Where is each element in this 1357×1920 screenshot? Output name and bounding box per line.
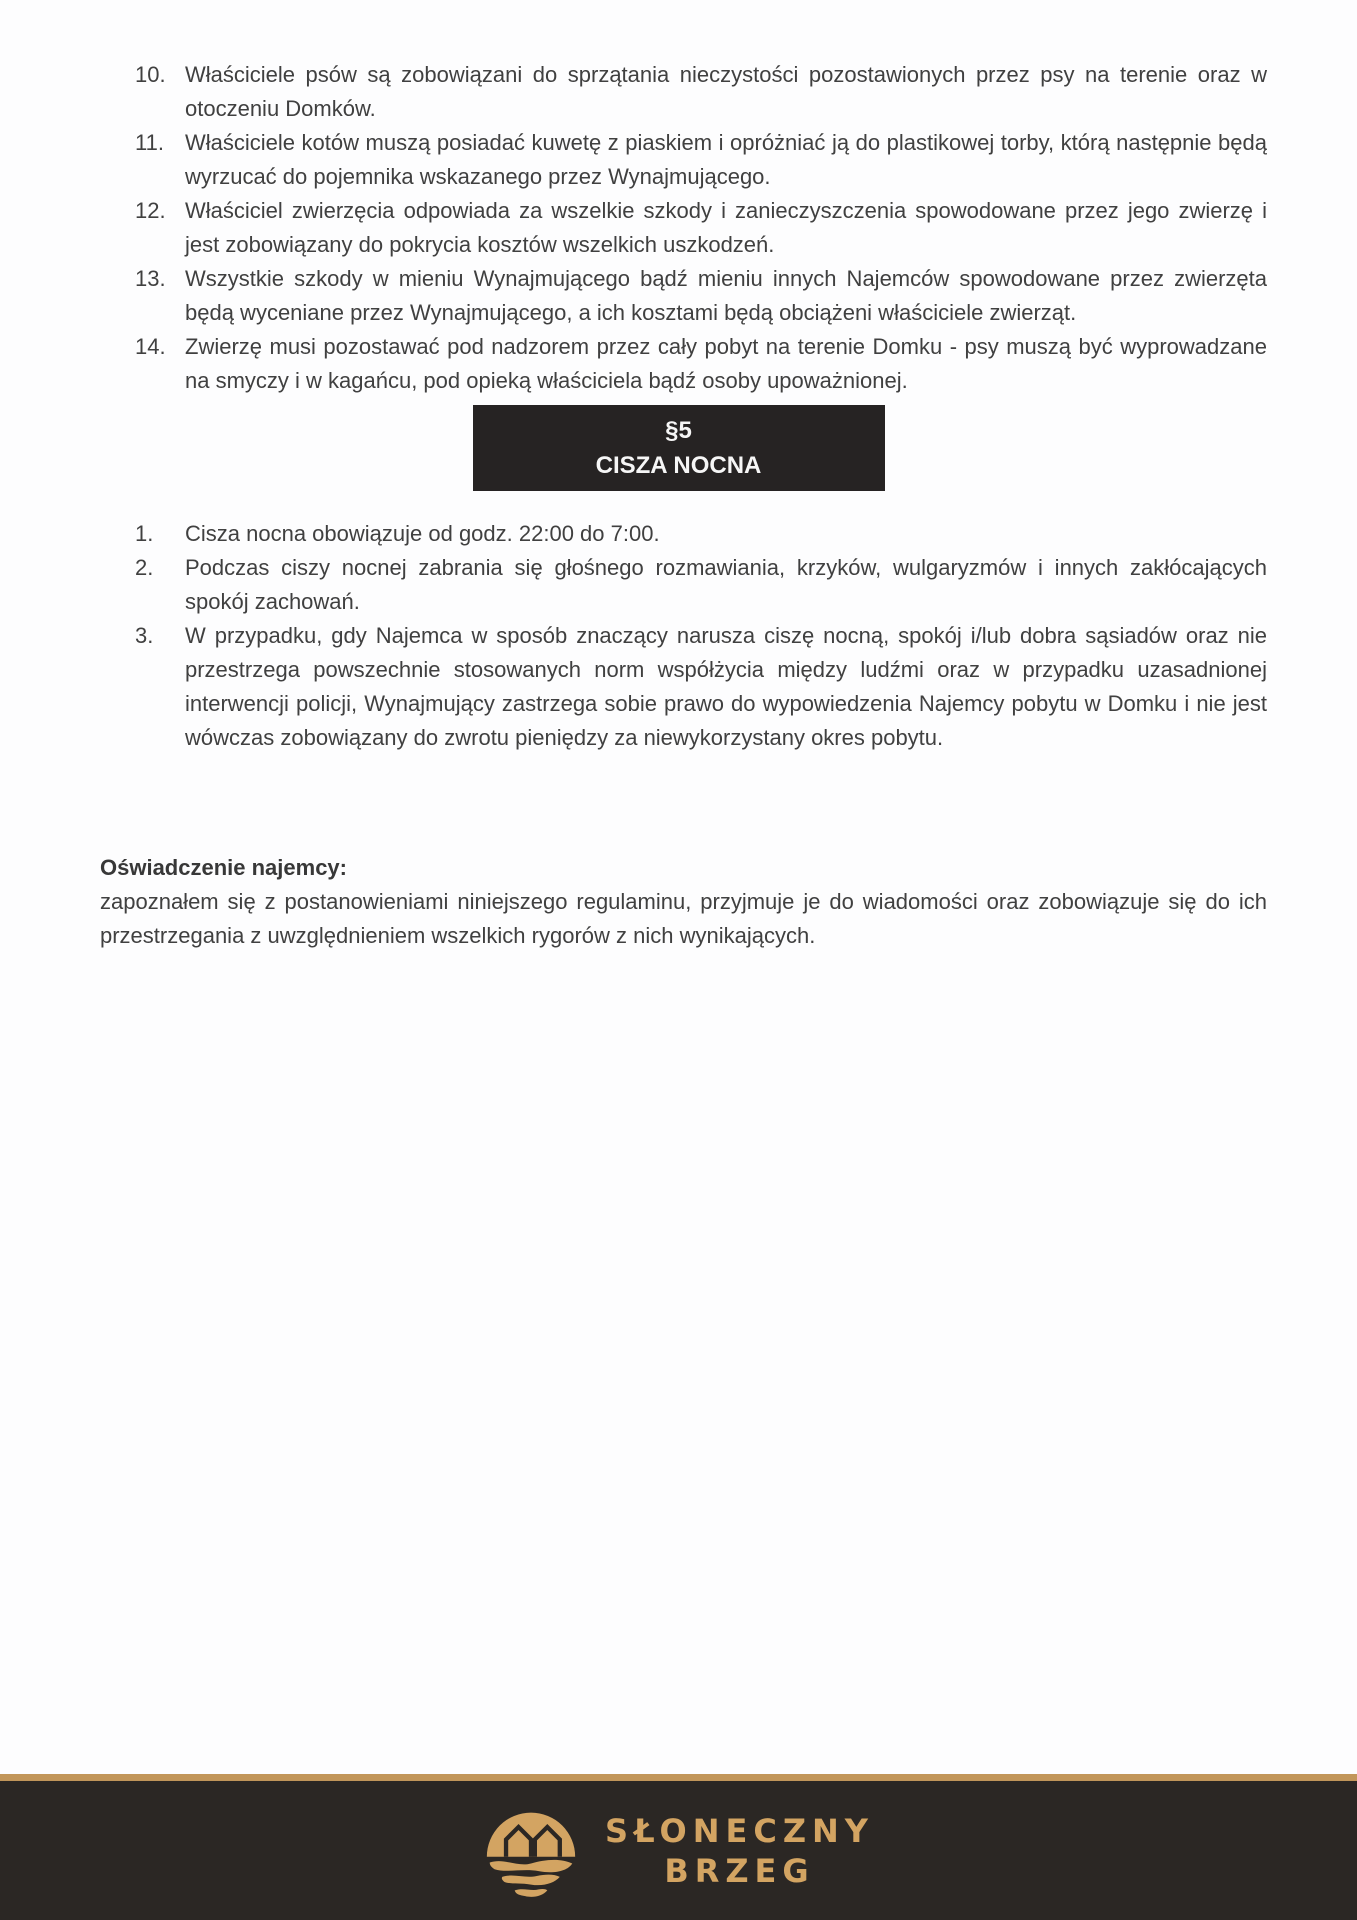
list-item-text: Właściciele psów są zobowiązani do sprzątania nieczystości pozostawionych przez psy na terenie oraz w otoczeniu Domków. [185, 62, 1267, 121]
declaration-text: zapoznałem się z postanowieniami niniejszego regulaminu, przyjmuje je do wiadomości oraz zobowiązuje się do ich przestrzegania z uwzględnieniem wszelkich rygorów z nich wynikających. [100, 889, 1267, 948]
list-item-number: 1. [135, 521, 154, 546]
brand-name-line1: SŁONECZNY [605, 1811, 874, 1850]
section-title: CISZA NOCNA [595, 452, 762, 479]
section-header-block [473, 405, 885, 491]
footer-bar [0, 1774, 1357, 1920]
list-item-text: Wszystkie szkody w mieniu Wynajmującego bądź mieniu innych Najemców spowodowane przez zwierzęta będą wyceniane przez Wynajmującego, a ich kosztami będą obciążeni właściciele zwierząt. [185, 266, 1267, 325]
section-number: §5 [665, 417, 692, 444]
list-item-number: 2. [135, 555, 154, 580]
brand-logo-text [605, 1811, 874, 1891]
list-item-text: Podczas ciszy nocnej zabrania się głośnego rozmawiania, krzyków, wulgaryzmów i innych zakłócających spokój zachowań. [185, 555, 1267, 614]
list-item-number: 14. [135, 334, 166, 359]
list-item-text: Właściciel zwierzęcia odpowiada za wszelkie szkody i zanieczyszczenia spowodowane przez jego zwierzę i jest zobowiązany do pokrycia kosztów wszelkich uszkodzeń. [185, 198, 1267, 257]
list-item [135, 194, 1267, 262]
list-item-number: 3. [135, 623, 154, 648]
list-item [135, 619, 1267, 755]
page-content [0, 58, 1357, 953]
list-item-text: Zwierzę musi pozostawać pod nadzorem przez cały pobyt na terenie Domku - psy muszą być wyprowadzane na smyczy i w kagańcu, pod opieką właściciela bądź osoby upoważnionej. [185, 334, 1267, 393]
list-item-number: 12. [135, 198, 166, 223]
list-item [135, 517, 1267, 551]
pet-rules-list [135, 58, 1267, 398]
list-item [135, 58, 1267, 126]
list-item [135, 330, 1267, 398]
list-item-number: 13. [135, 266, 166, 291]
tenant-declaration [100, 851, 1267, 953]
list-item [135, 262, 1267, 330]
list-item-number: 10. [135, 62, 166, 87]
list-item [135, 126, 1267, 194]
sun-houses-water-icon [483, 1801, 579, 1901]
list-item-text: W przypadku, gdy Najemca w sposób znaczący narusza ciszę nocną, spokój i/lub dobra sąsiadów oraz nie przestrzega powszechnie stosowanych norm współżycia między ludźmi oraz w przypadku uzasadnionej interwencji policji, Wynajmujący zastrzega sobie prawo do wypowiedzenia Najemcy pobytu w Domku i nie jest wówczas zobowiązany do zwrotu pieniędzy za niewykorzystany okres pobytu. [185, 623, 1267, 750]
brand-name-line2: BRZEG [664, 1851, 815, 1890]
list-item [135, 551, 1267, 619]
quiet-hours-list [135, 517, 1267, 755]
list-item-text: Cisza nocna obowiązuje od godz. 22:00 do 7:00. [185, 521, 660, 546]
list-item-text: Właściciele kotów muszą posiadać kuwetę z piaskiem i opróżniać ją do plastikowej torby, którą następnie będą wyrzucać do pojemnika wskazanego przez Wynajmującego. [185, 130, 1267, 189]
list-item-number: 11. [135, 130, 164, 155]
declaration-heading: Oświadczenie najemcy: [100, 855, 347, 880]
